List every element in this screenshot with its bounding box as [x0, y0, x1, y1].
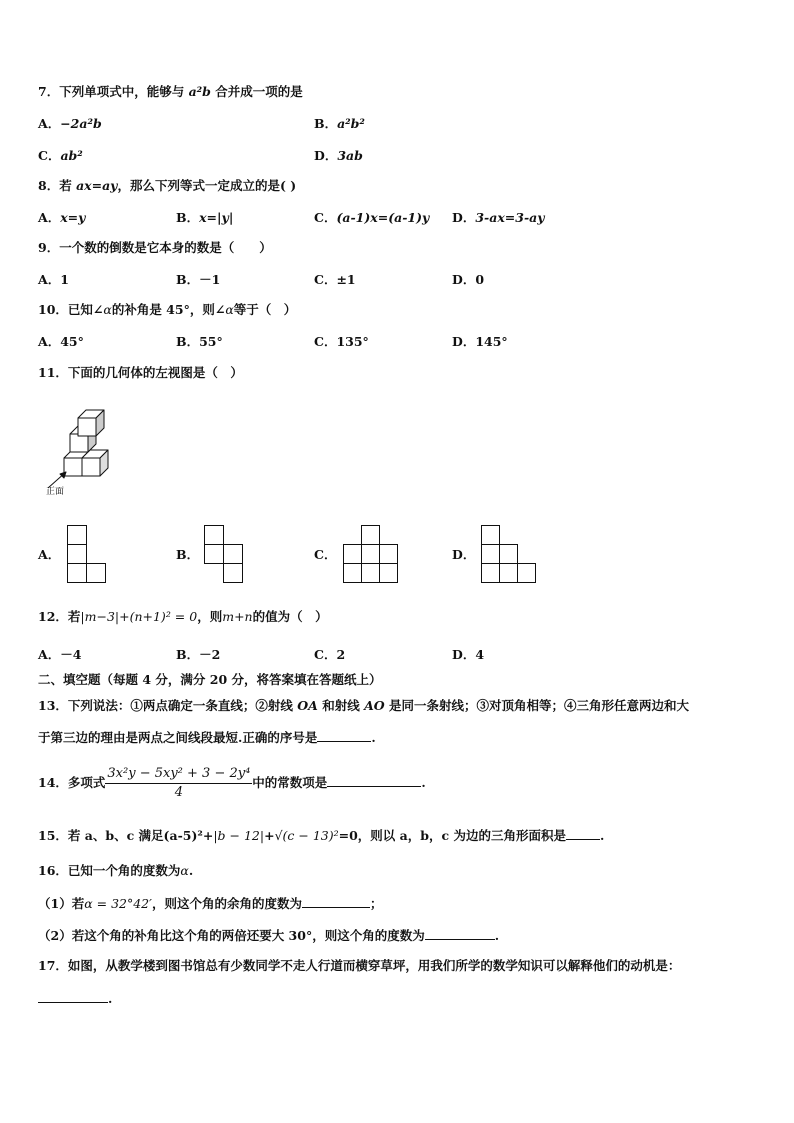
- q12-option-c: C．2: [314, 647, 346, 662]
- option-letter: A．: [38, 210, 61, 225]
- q12-option-d: D．4: [452, 647, 485, 662]
- q12-expression: |m−3|+(n+1)² = 0: [80, 609, 198, 624]
- q11-stem: 11．下面的几何体的左视图是（ ）: [38, 365, 243, 380]
- q14-stem-pre: 14．多项式: [38, 775, 106, 790]
- option-value: 3-ax=3-ay: [475, 210, 545, 225]
- q7-option-d: [314, 148, 363, 164]
- alpha-symbol: α: [180, 863, 189, 878]
- answer-blank[interactable]: [302, 895, 370, 908]
- q12-stem-pre: 12．若: [38, 609, 81, 624]
- q8-condition: ax=ay: [76, 178, 118, 193]
- q7-stem: [38, 84, 303, 100]
- option-letter: A．: [38, 116, 61, 131]
- q12-stem-post: 的值为（ ）: [252, 609, 328, 624]
- q15-abs-expression: |b − 12|: [213, 828, 265, 843]
- fraction-denominator: 4: [174, 785, 183, 800]
- option-value: 3ab: [337, 148, 363, 163]
- q8-option-b: [176, 210, 233, 226]
- q16-part2: [38, 927, 499, 944]
- period: .: [494, 928, 500, 943]
- q8-stem-pre: 8．若: [38, 178, 77, 193]
- q14-stem-post: 中的常数项是: [252, 775, 328, 790]
- q17-line1: 17．如图，从教学楼到图书馆总有少数同学不走人行道而横穿草坪，用我们所学的数学知识可以解释他们的动机是：: [38, 958, 681, 973]
- section-heading-fill-in: 二、填空题（每题 4 分，满分 20 分，将答案填在答题纸上）: [38, 672, 382, 687]
- q10-option-b: B．55°: [176, 334, 223, 349]
- ray-oa: OA: [297, 698, 318, 713]
- q12-stem: [38, 609, 328, 625]
- q13-line1-mid: 和射线: [317, 698, 365, 713]
- q11-front-label: 正面: [46, 487, 65, 497]
- alpha-symbol: α: [225, 302, 234, 317]
- option-letter: C．: [38, 148, 61, 163]
- option-letter: D．: [452, 210, 476, 225]
- q13-line1-post: 是同一条射线；③对顶角相等；④三角形任意两边和大: [384, 698, 690, 713]
- q16-angle-value: α = 32°42′: [84, 896, 152, 911]
- q9-stem: 9．一个数的倒数是它本身的数是（ ）: [38, 240, 272, 255]
- q8-stem-post: ，那么下列等式一定成立的是( ): [117, 178, 297, 193]
- q11-option-d-view: [481, 525, 541, 583]
- q16-stem: [38, 863, 193, 879]
- q8-option-d: [452, 210, 545, 226]
- q9-option-d: D．0: [452, 272, 485, 287]
- option-value: −2a²b: [60, 116, 102, 131]
- q9-option-c: C．±1: [314, 272, 356, 287]
- q11-option-c: C．: [314, 547, 337, 562]
- q11-option-b: B．: [176, 547, 200, 562]
- q10-stem-mid: 的补角是 45°，则∠: [111, 302, 226, 317]
- q8-option-c: [314, 210, 429, 226]
- q12-option-a: A．－4: [38, 647, 82, 662]
- q16-stem-pre: 16．已知一个角的度数为: [38, 863, 181, 878]
- q12-target: m+n: [222, 609, 253, 624]
- period: .: [371, 730, 376, 745]
- option-value: ab²: [60, 148, 83, 163]
- period: .: [108, 991, 113, 1006]
- answer-blank[interactable]: [566, 827, 600, 840]
- q12-stem-mid: ，则: [197, 609, 223, 624]
- q16-part1-pre: （1）若: [38, 896, 85, 911]
- q13-line2-text: 于第三边的理由是两点之间线段最短.正确的序号是: [38, 730, 318, 745]
- q15-stem-pre: 15．若 a、b、c 满足(a-5)²+: [38, 828, 214, 843]
- option-letter: C．: [314, 210, 337, 225]
- q14-fraction: [105, 766, 252, 801]
- q14-stem: [38, 762, 426, 804]
- q12-option-b: B．－2: [176, 647, 221, 662]
- q13-line1: [38, 698, 689, 714]
- plus-sign: +: [264, 828, 275, 843]
- q13-line2: [38, 729, 376, 746]
- answer-blank[interactable]: [327, 774, 421, 787]
- semicolon: ；: [369, 896, 383, 911]
- q15-sqrt-expression: √(c − 13)²: [274, 828, 339, 843]
- q11-option-a: A．: [38, 547, 61, 562]
- answer-blank[interactable]: [425, 927, 495, 940]
- period: .: [188, 863, 194, 878]
- q16-part2-text: （2）若这个角的补角比这个角的两倍还要大 30°，则这个角的度数为: [38, 928, 425, 943]
- option-letter: B．: [176, 210, 200, 225]
- option-value: a²b²: [337, 116, 365, 131]
- option-letter: B．: [314, 116, 338, 131]
- q10-stem: [38, 302, 296, 318]
- q16-part1: [38, 895, 383, 912]
- q8-option-a: [38, 210, 85, 226]
- q15-stem-post: =0，则以 a，b，c 为边的三角形面积是: [338, 828, 566, 843]
- q15-stem: [38, 827, 604, 844]
- period: .: [421, 775, 426, 790]
- option-value: (a-1)x=(a-1)y: [336, 210, 430, 225]
- option-value: x=y: [60, 210, 86, 225]
- answer-blank[interactable]: [38, 990, 108, 1003]
- fraction-numerator: 3x²y − 5xy² + 3 − 2y⁴: [105, 766, 252, 784]
- q11-option-b-view: [204, 525, 244, 583]
- q8-stem: [38, 178, 296, 194]
- q10-option-a: A．45°: [38, 334, 84, 349]
- alpha-symbol: α: [103, 302, 112, 317]
- period: .: [599, 828, 605, 843]
- q17-line2: [38, 990, 112, 1007]
- q7-option-a: [38, 116, 102, 132]
- option-value: x=|y|: [199, 210, 234, 225]
- answer-blank[interactable]: [317, 729, 371, 742]
- q7-stem-pre: 7．下列单项式中，能够与: [38, 84, 189, 99]
- q10-option-d: D．145°: [452, 334, 508, 349]
- q11-option-c-view: [343, 525, 401, 583]
- q16-part1-post: ，则这个角的余角的度数为: [151, 896, 302, 911]
- q7-option-b: [314, 116, 365, 132]
- q7-term: a²b: [188, 84, 211, 99]
- option-letter: D．: [314, 148, 338, 163]
- q10-stem-post: 等于（ ）: [233, 302, 297, 317]
- q10-stem-pre: 10．已知∠: [38, 302, 104, 317]
- q10-option-c: C．135°: [314, 334, 369, 349]
- q9-option-b: B．－1: [176, 272, 221, 287]
- q7-option-c: [38, 148, 83, 164]
- ray-ao: AO: [364, 698, 385, 713]
- q9-option-a: A．1: [38, 272, 69, 287]
- q11-option-a-view: [67, 525, 107, 583]
- q13-line1-pre: 13．下列说法：①两点确定一条直线；②射线: [38, 698, 298, 713]
- q7-stem-post: 合并成一项的是: [210, 84, 303, 99]
- q11-option-d: D．: [452, 547, 476, 562]
